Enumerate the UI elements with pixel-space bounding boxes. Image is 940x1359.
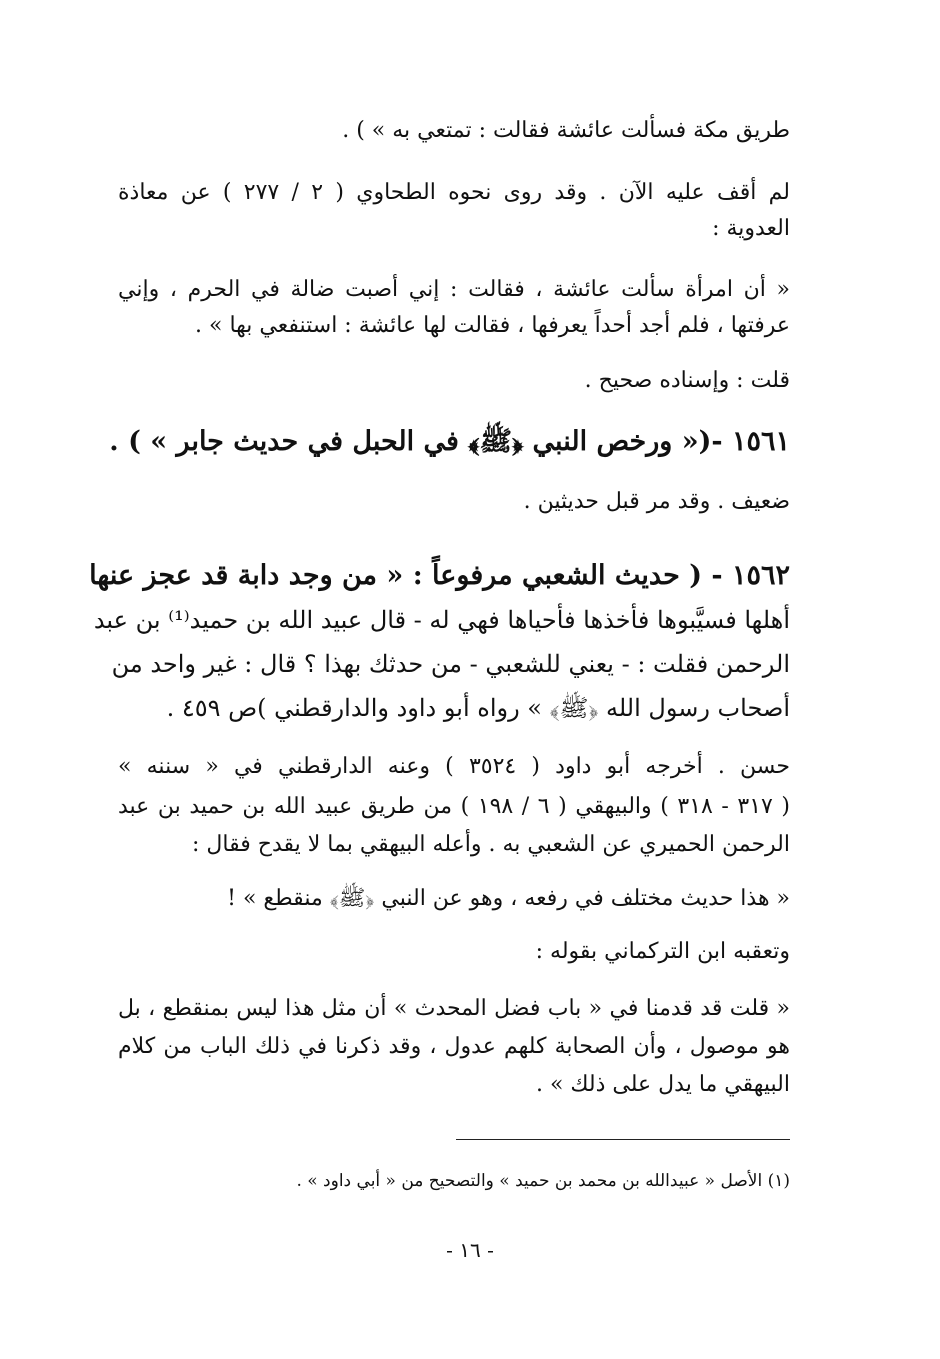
text-line-12: أصحاب رسول الله ﴿ﷺ﴾ » رواه أبو داود والدارقطني )ص ٤٥٩ .	[166, 694, 790, 722]
page-number: - ١٦ -	[446, 1238, 494, 1262]
text-line-17: وتعقبه ابن التركماني بقوله :	[535, 939, 790, 964]
text-line-16: « هذا حديث مختلف في رفعه ، وهو عن النبي ﴿ﷺ﴾ منقطع » !	[227, 886, 790, 911]
text-line-8: ضعيف . وقد مر قبل حديثين .	[523, 489, 790, 514]
text-line-3: العدوية :	[712, 216, 790, 241]
footnote-separator	[456, 1139, 790, 1140]
text-line-18: « قلت قد قدمنا في « باب فضل المحدث » أن مثل هذا ليس بمنقطع ، بل	[118, 996, 790, 1021]
text-line-20: البيهقي ما يدل على ذلك » .	[535, 1072, 790, 1097]
text-line-4: « أن امرأة سألت عائشة ، فقالت : إني أصبت ضالة في الحرم ، وإني	[118, 277, 790, 302]
hadith-1562-heading: ١٥٦٢ - ( حديث الشعبي مرفوعاً : « من وجد دابة قد عجز عنها	[89, 560, 790, 591]
text-line-2: لم أقف عليه الآن . وقد روى نحوه الطحاوي ( ٢ / ٢٧٧ ) عن معاذة	[118, 180, 790, 205]
text-line-13: حسن . أخرجه أبو داود ( ٣٥٢٤ ) وعنه الدارقطني في « سننه »	[118, 754, 790, 779]
text-line-6: قلت : وإسناده صحيح .	[584, 368, 790, 393]
hadith-1561-heading: ١٥٦١ -(« ورخص النبي ﴿ﷺ﴾ في الحبل في حديث جابر » ) .	[109, 426, 790, 457]
footnote: (١) الأصل « عبيدالله بن محمد بن حميد » والتصحيح من « أبي داود » .	[296, 1171, 790, 1191]
text-line-1: طريق مكة فسألت عائشة فقالت : تمتعي به » ) .	[342, 118, 790, 143]
text-line-14: ( ٣١٧ - ٣١٨ ) والبيهقي ( ٦ / ١٩٨ ) من طريق عبيد الله بن حميد بن عبد	[118, 794, 791, 819]
text-line-5: عرفتها ، فلم أجد أحداً يعرفها ، فقالت لها عائشة : استنفعي بها » .	[195, 313, 790, 338]
text-line-19: هو موصول ، وأن الصحابة كلهم عدول ، وقد ذكرنا في ذلك الباب من كلام	[118, 1034, 790, 1059]
text-line-10: أهلها فسيَّبوها فأخذها فأحياها فهي له - قال عبيد الله بن حميد⁽¹⁾ بن عبد	[93, 606, 790, 634]
text-line-15: الرحمن الحميري عن الشعبي به . وأعله البيهقي بما لا يقدح فقال :	[192, 832, 790, 857]
text-line-11: الرحمن فقلت : - يعني للشعبي - من حدثك بهذا ؟ قال : غير واحد من	[111, 650, 790, 678]
